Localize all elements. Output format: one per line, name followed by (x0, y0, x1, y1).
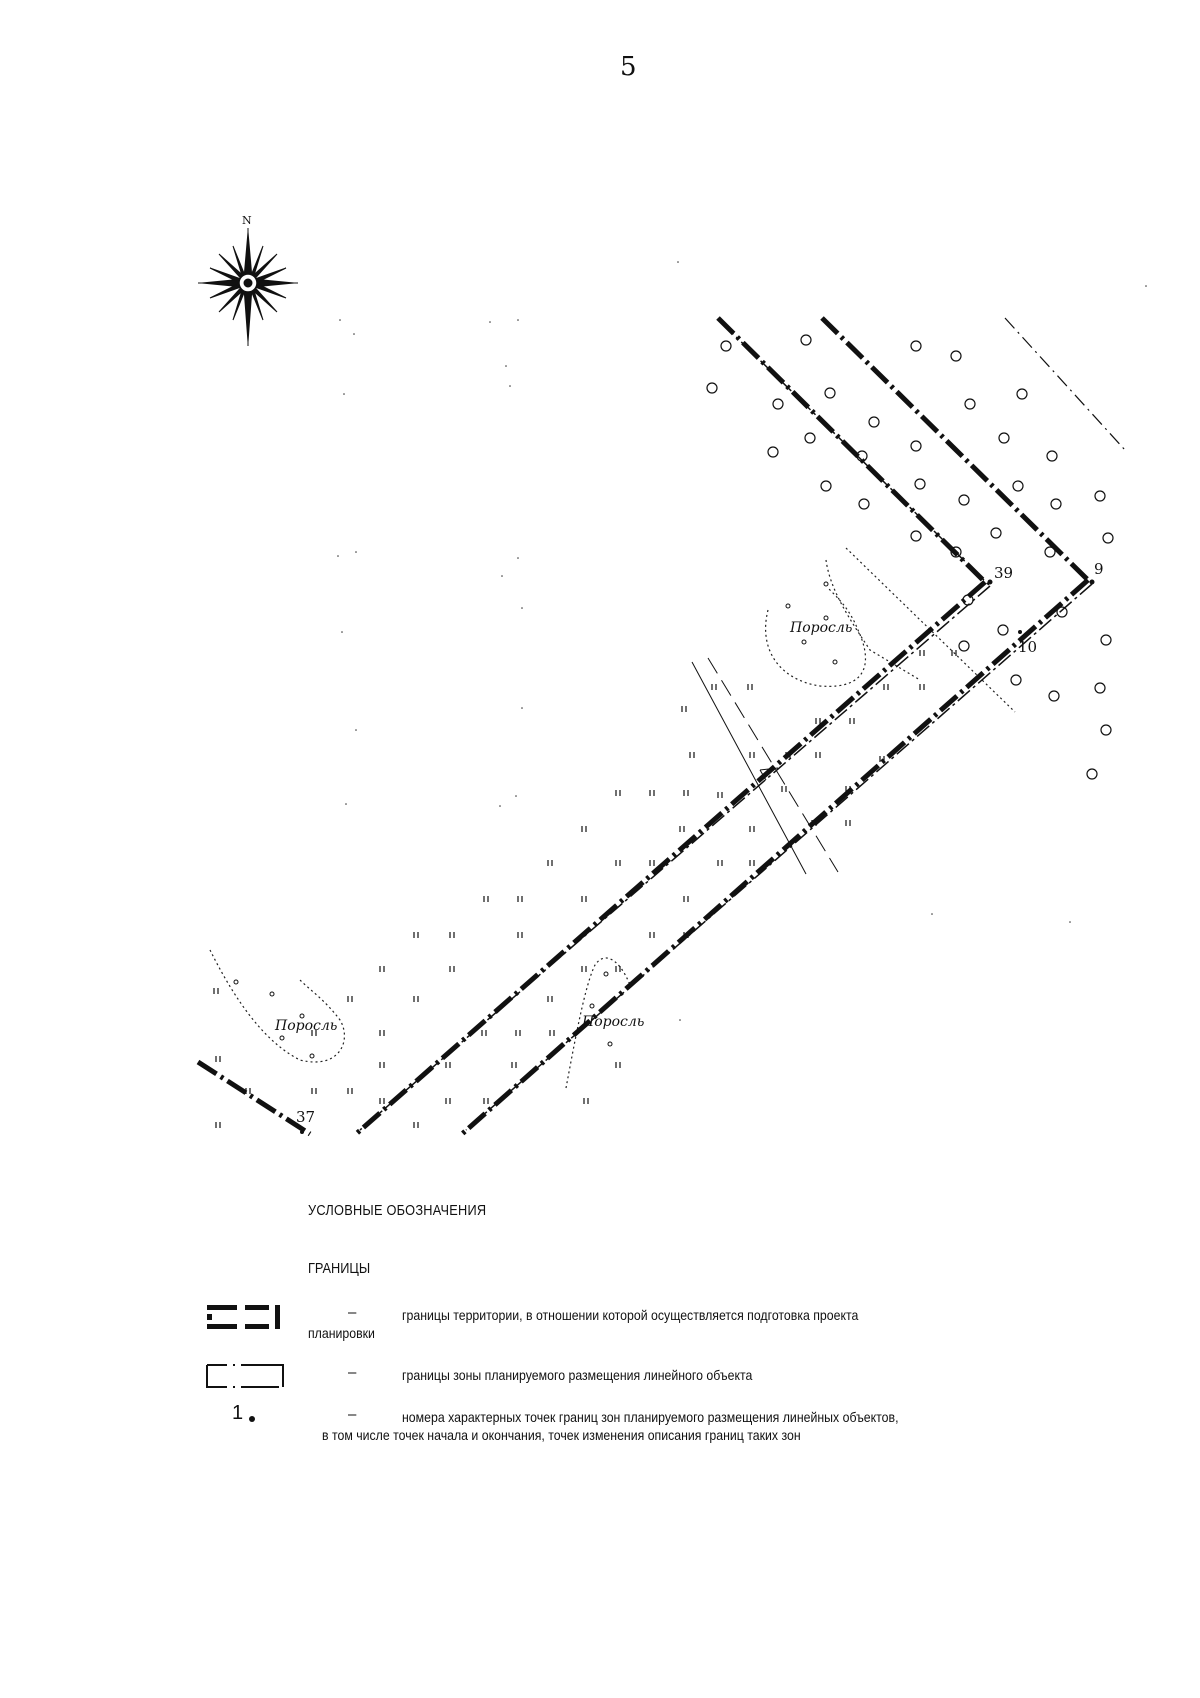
vegetation-contour (766, 588, 866, 686)
tree-symbol (721, 341, 731, 351)
tree-symbol (801, 335, 811, 345)
tree-symbol (998, 625, 1008, 635)
tree-symbol (1095, 683, 1105, 693)
tree-symbol (1017, 389, 1027, 399)
vegetation-contour (210, 950, 344, 1062)
tree-symbol (911, 341, 921, 351)
boundary-points (300, 580, 1095, 1135)
tree-symbol (959, 641, 969, 651)
tree-symbol (869, 417, 879, 427)
boundary-point (300, 1130, 304, 1134)
tree-symbol (915, 479, 925, 489)
page-number: 5 (620, 52, 637, 82)
vegetation-label: Поросль (275, 1018, 338, 1034)
territory-boundary-line (822, 318, 1088, 580)
tree-symbol (821, 481, 831, 491)
legend-point-number: 1 (232, 1402, 244, 1424)
tree-symbol (707, 383, 717, 393)
tree-symbol (1101, 725, 1111, 735)
tree-symbol (999, 433, 1009, 443)
tree-symbol (805, 433, 815, 443)
tree-symbol (1103, 533, 1113, 543)
tree-symbol (965, 399, 975, 409)
legend-dash: – (348, 1304, 357, 1321)
tree-symbol (859, 499, 869, 509)
legend-item-text: в том числе точек начала и окончания, точек изменения описания границ таких зон (322, 1427, 801, 1443)
point-label: 9 (1094, 560, 1104, 578)
tree-symbol (1049, 691, 1059, 701)
legend-dash: – (348, 1406, 357, 1423)
vegetation-contours (210, 548, 1015, 1088)
legend-point-dot (249, 1416, 255, 1422)
point-label: 10 (1018, 638, 1038, 656)
legend-title: УСЛОВНЫЕ ОБОЗНАЧЕНИЯ (308, 1202, 487, 1219)
tree-symbol (768, 447, 778, 457)
tree-symbol (825, 388, 835, 398)
territory-boundary-symbol (205, 1302, 289, 1332)
placement-zone-line (466, 584, 1092, 1130)
boundary-point (1090, 580, 1095, 585)
compass-north-label: N (242, 214, 252, 227)
tree-symbol (1011, 675, 1021, 685)
tree-symbol (1057, 607, 1067, 617)
tree-symbol (911, 441, 921, 451)
territory-boundary (198, 318, 1088, 1134)
legend-item-text: номера характерных точек границ зон планируемого размещения линейных объектов, (402, 1409, 899, 1425)
point-label: 39 (994, 564, 1014, 582)
boundary-point (1018, 630, 1022, 634)
tree-symbol (1087, 769, 1097, 779)
tree-symbol (1051, 499, 1061, 509)
legend-dash: – (348, 1364, 357, 1381)
tree-symbol (1101, 635, 1111, 645)
sparse-vegetation-dots (234, 582, 837, 1058)
vegetation-label: Поросль (582, 1014, 645, 1030)
meadow-symbols (214, 650, 956, 1128)
tree-symbol (1047, 451, 1057, 461)
legend-subtitle: ГРАНИЦЫ (308, 1260, 371, 1277)
tree-symbol (951, 351, 961, 361)
tree-symbol (959, 495, 969, 505)
placement-zone-symbol (205, 1362, 289, 1390)
point-labels (296, 560, 1104, 1126)
vegetation-labels (274, 620, 852, 1034)
placement-zone-line (360, 586, 990, 1130)
tree-symbol (1095, 491, 1105, 501)
point-label: 37 (296, 1108, 316, 1126)
territory-boundary-line (198, 1062, 310, 1134)
tree-symbol (773, 399, 783, 409)
tree-symbol (1045, 547, 1055, 557)
boundary-point (988, 580, 993, 585)
vegetation-label: Поросль (790, 620, 853, 636)
tree-symbol (991, 528, 1001, 538)
dash-dot-line (1005, 318, 1125, 450)
tree-symbol (1013, 481, 1023, 491)
placement-zone (360, 323, 1092, 1130)
compass-rose-icon (198, 214, 298, 346)
legend-item-text: границы территории, в отношении которой осуществляется подготовка проекта (402, 1307, 859, 1323)
legend-item-text: границы зоны планируемого размещения линейного объекта (402, 1367, 753, 1383)
legend-item-text: планировки (308, 1325, 375, 1341)
tree-symbol (911, 531, 921, 541)
